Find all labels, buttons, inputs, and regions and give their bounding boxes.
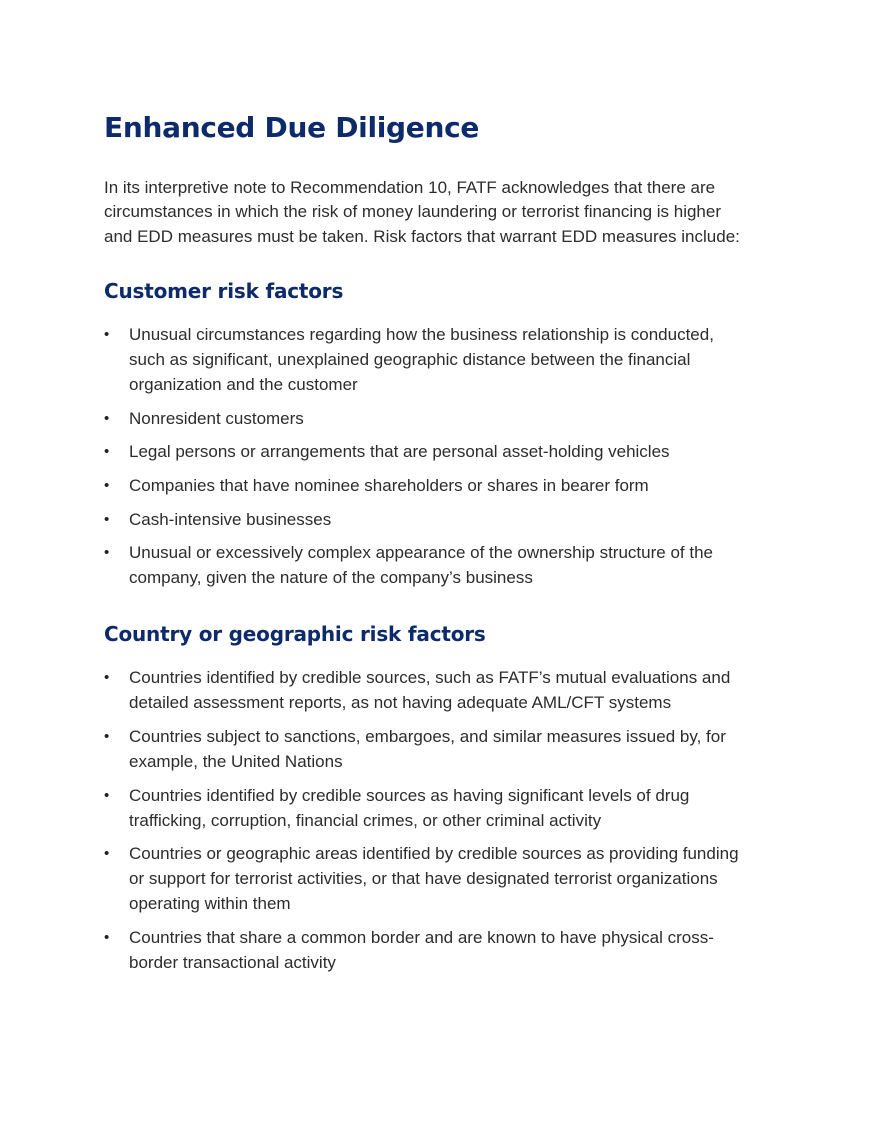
list-item-text: Countries identified by credible sources, such as FATF’s mutual evaluations and detailed assessment reports, as not having adequate AML/CFT systems [129,668,731,713]
bullet-icon: • [104,929,110,947]
list-item-text: Countries identified by credible sources as having significant levels of drug trafficking, corruption, financial crimes, or other criminal activity [129,785,690,830]
list-item-text: Countries that share a common border and are known to have physical cross-border transactional activity [129,928,714,973]
bullet-icon: • [104,669,110,687]
list-item [104,473,744,498]
page-title: Enhanced Due Diligence [104,111,480,144]
bullet-icon: • [104,728,110,746]
intro-paragraph: In its interpretive note to Recommendation 10, FATF acknowledges that there are circumstances in which the risk of money laundering or terrorist financing is higher and EDD measures must be taken. Risk factors that warrant EDD measures include: [104,178,740,246]
list-item [104,540,744,590]
list-item [104,406,744,431]
list-item-text: Countries or geographic areas identified by credible sources as providing funding or support for terrorist activities, or that have designated terrorist organizations operating within them [129,844,739,914]
list-item-text: Nonresident customers [129,408,304,428]
bullet-icon: • [104,510,110,528]
section-heading-country-risk: Country or geographic risk factors [104,622,486,647]
country-risk-list [104,665,744,975]
list-item [104,724,744,774]
list-item-text: Countries subject to sanctions, embargoes, and similar measures issued by, for example, the United Nations [129,727,726,772]
list-item [104,925,744,975]
list-item-text: Companies that have nominee shareholders or shares in bearer form [129,475,649,495]
list-item-text: Legal persons or arrangements that are personal asset-holding vehicles [129,442,670,462]
list-item [104,841,744,916]
list-item [104,322,744,397]
list-item [104,665,744,715]
bullet-icon: • [104,476,110,494]
bullet-icon: • [104,786,110,804]
list-item [104,439,744,464]
list-item-text: Unusual or excessively complex appearance of the ownership structure of the company, given the nature of the company’s business [129,543,713,588]
document-page [104,108,744,984]
bullet-icon: • [104,443,110,461]
bullet-icon: • [104,544,110,562]
list-item [104,783,744,833]
list-item [104,507,744,532]
list-item-text: Cash-intensive businesses [129,509,332,529]
bullet-icon: • [104,845,110,863]
list-item-text: Unusual circumstances regarding how the business relationship is conducted, such as significant, unexplained geographic distance between the financial organization and the customer [129,324,714,394]
customer-risk-list [104,322,744,590]
bullet-icon: • [104,409,110,427]
bullet-icon: • [104,325,110,343]
section-heading-customer-risk: Customer risk factors [104,278,344,303]
